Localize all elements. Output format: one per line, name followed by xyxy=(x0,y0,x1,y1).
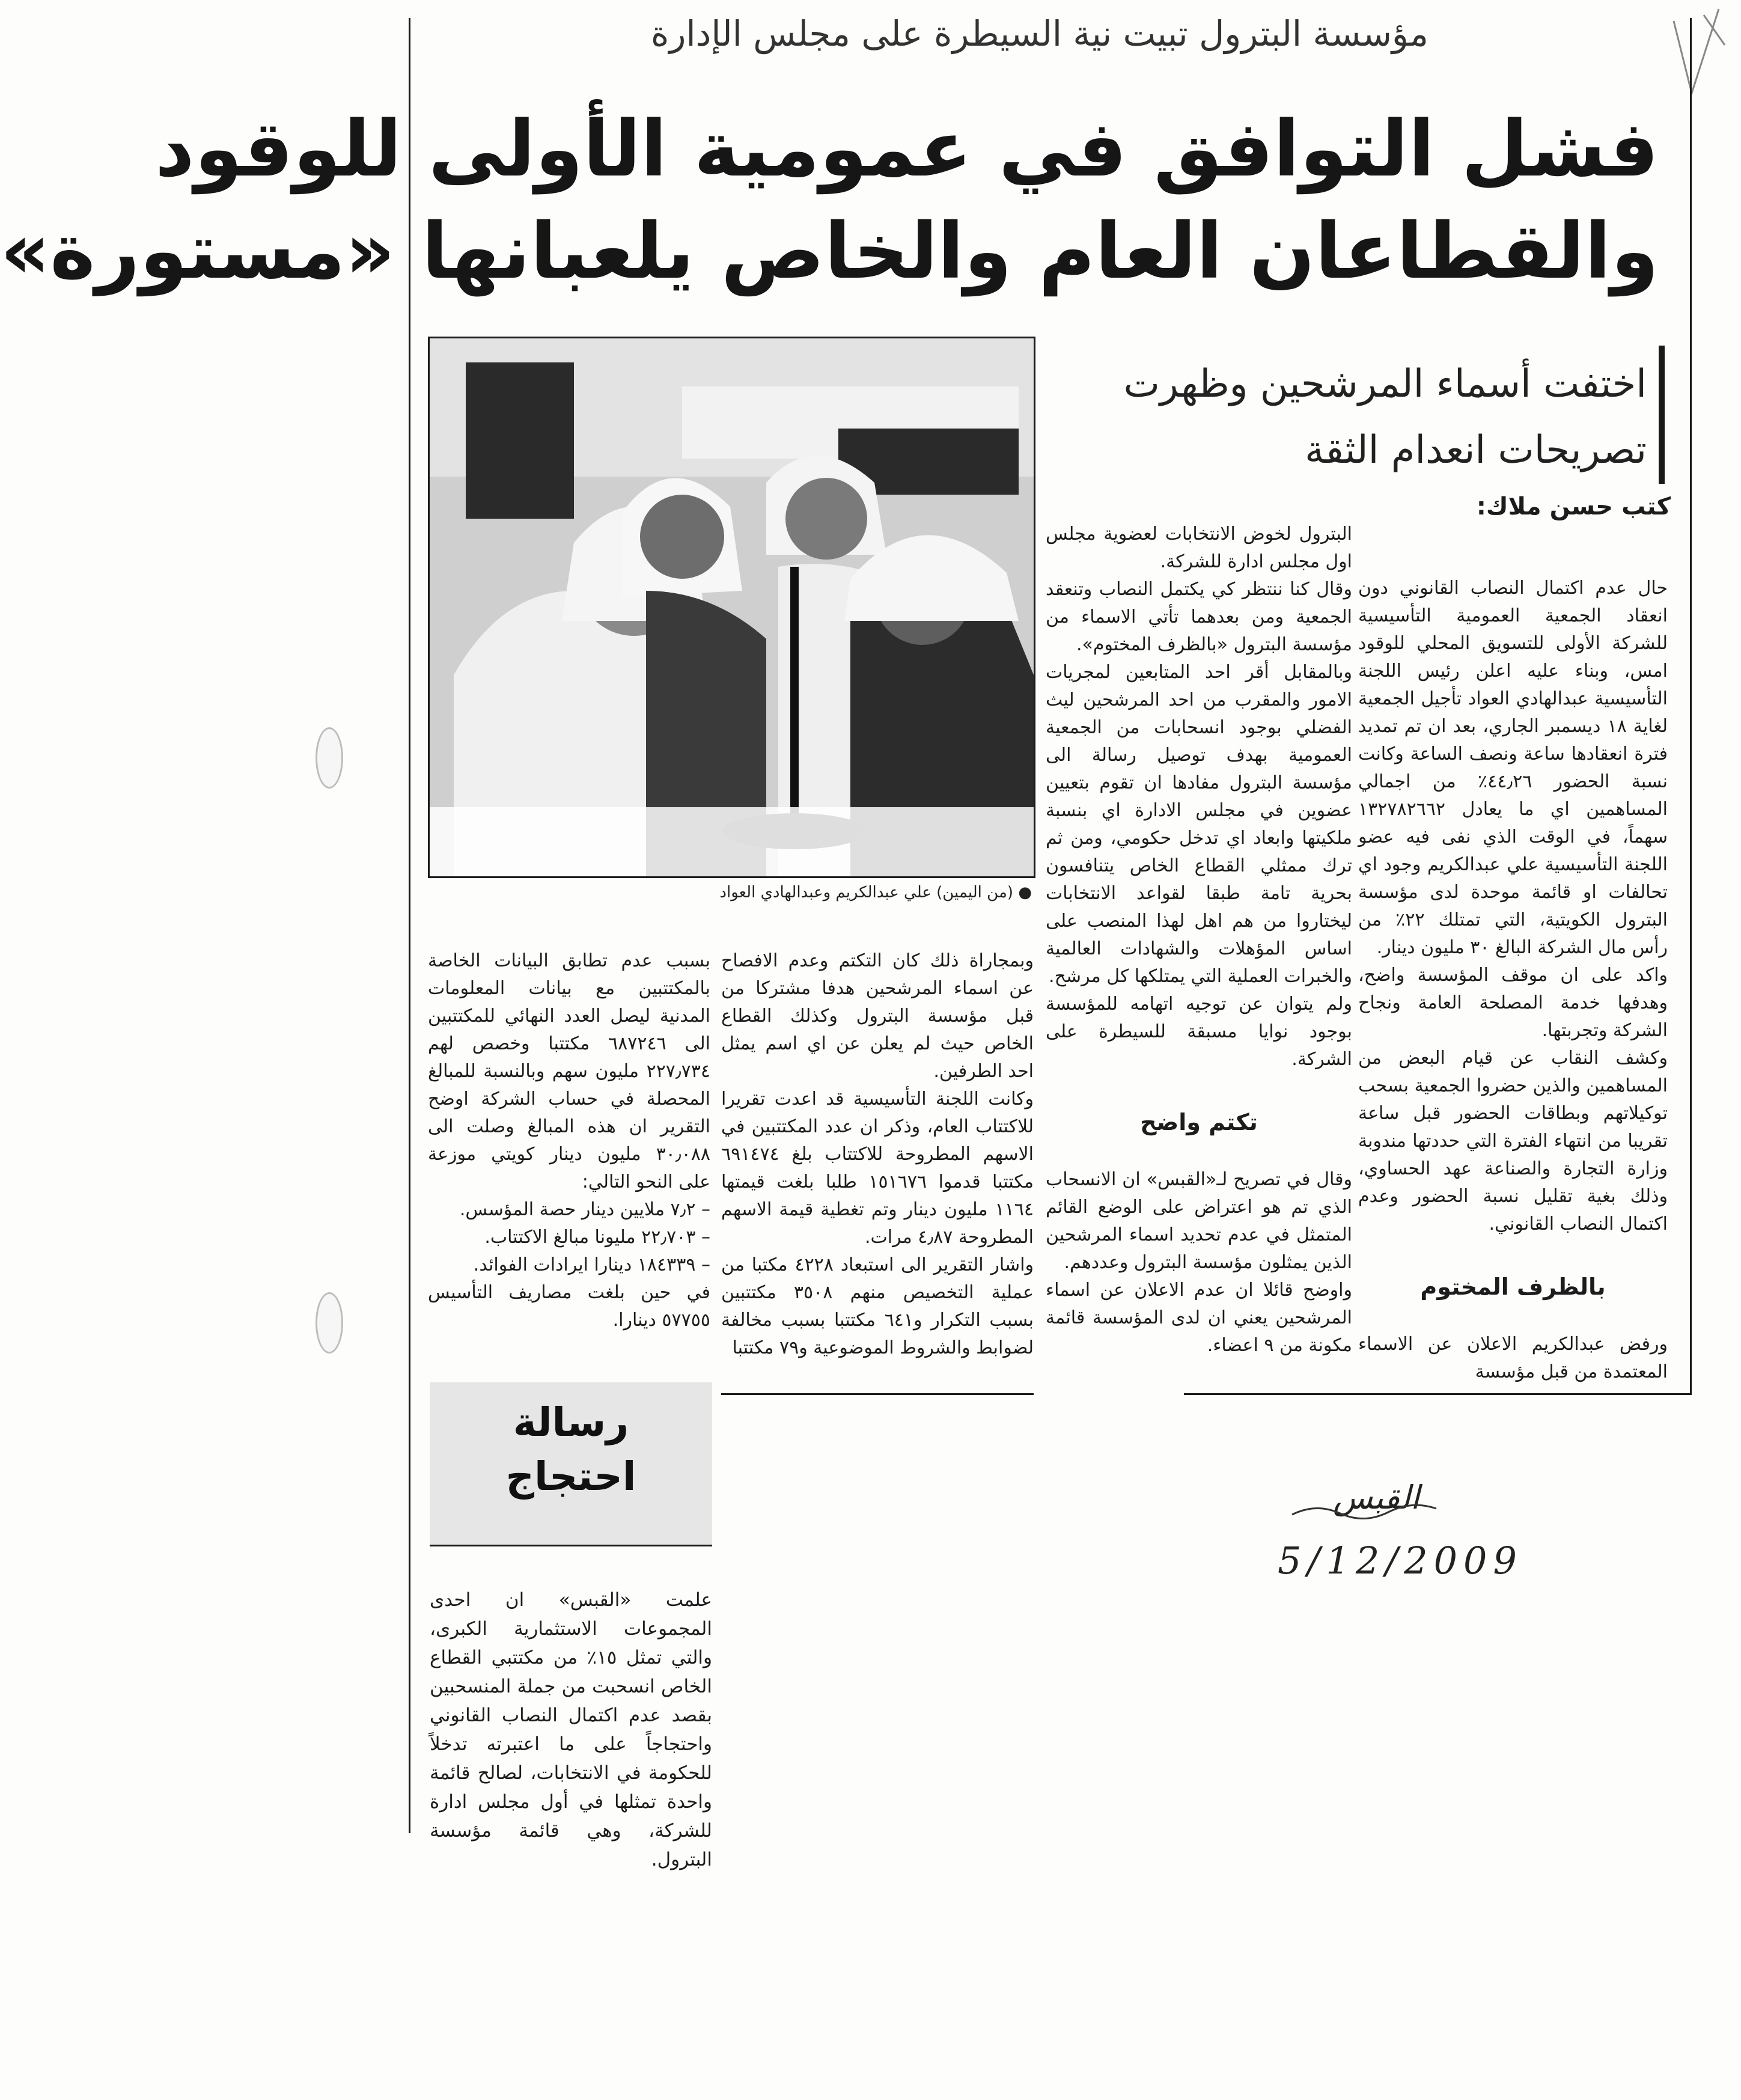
text-column-middle xyxy=(1046,493,1352,1388)
column-middle-body: البترول لخوض الانتخابات لعضوية مجلس اول مجلس ادارة للشركة. وقال كنا ننتظر كي يكتمل النصاب وتنعقد الجمعية ومن بعدهما تأتي الاسماء من مؤسسة البترول «بالظرف المختوم». وبالمقابل أقر احد المتابعين لمجريات الامور والمقرب من احد المرشحين ليث الفضلي بوجود انسحابات من الجمعية العمومية بهدف توصيل رسالة الى مؤسسة البترول مفادها ان تقوم بتعيين عضوين في مجلس الادارة اي بنسبة ملكيتها وابعاد اي تدخل حكومي، ومن ثم ترك ممثلي القطاع الخاص يتنافسون بحرية تامة طبقا لقواعد الانتخابات ليختاروا من هم اهل لهذا المنصب على اساس المؤهلات والشهادات العالمية والخبرات العملية التي يمتلكها كل مرشح. ولم يتوان عن توجيه اتهامه للمؤسسة بوجود نوايا مسبقة للسيطرة على الشركة. xyxy=(1046,523,1352,1070)
text-column-lower-middle xyxy=(721,920,1034,1388)
headline-line-2: والقطاعان العام والخاص يلعبانها «مستورة» xyxy=(0,207,1659,296)
subhead-clear-secrecy: تكتم واضح xyxy=(1140,1109,1258,1135)
headline-line-1: فشل التوافق في عمومية الأولى للوقود xyxy=(155,105,1659,194)
text-column-lower-left xyxy=(428,920,710,1382)
corner-fold-mark xyxy=(1668,3,1728,105)
deck-rule xyxy=(1659,346,1665,484)
deck-line-2: تصريحات انعدام الثقة xyxy=(1305,428,1647,472)
protest-box-title-1: رسالة xyxy=(513,1399,629,1445)
column-middle-tail: وقال في تصريح لـ«القبس» ان الانسحاب الذي تم هو اعتراض على الوضع القائم المتمثل في عدم تحديد اسماء المرشحين الذين يمثلون مؤسسة البترول وعددهم. واوضح قائلا ان عدم الاعلان عن اسماء المرشحين يعني ان لدى المؤسسة قائمة مكونة من ٩ اعضاء. xyxy=(1046,1169,1352,1356)
byline: كتب حسن ملاك: xyxy=(1476,493,1671,520)
lower-columns-bottom-rule xyxy=(721,1393,1034,1395)
kicker: مؤسسة البترول تبيت نية السيطرة على مجلس الإدارة xyxy=(651,13,1428,54)
column-lower-middle-body: وبمجاراة ذلك كان التكتم وعدم الافصاح عن اسماء المرشحين هدفا مشتركا من قبل مؤسسة البترول وكذلك القطاع الخاص حيث لم يعلن عن اي اسم يمثل احد الطرفين. وكانت اللجنة التأسيسية قد اعدت تقريرا للاكتتاب العام، وذكر ان عدد المكتتبين في الاسهم المطروحة للاكتتاب بلغ ٦٩١٤٧٤ مكتتبا قدموا ١٥١٦٧٦ طلبا بلغت قيمتها ١١٦٤ مليون دينار وتم تغطية قيمة الاسهم المطروحة ٤٫٨٧ مرات. واشار التقرير الى استبعاد ٤٢٢٨ مكتبا من عملية التخصيص منهم ٣٥٠٨ مكتتبين بسبب التكرار و٦٤١ مكتتبا بسبب مخالفة لضوابط والشروط الموضوعية و٧٩ مكتتبا xyxy=(721,950,1034,1358)
protest-box-body xyxy=(430,1557,713,1870)
protest-box-title-2: احتجاج xyxy=(505,1453,636,1500)
binder-hole-bottom xyxy=(316,1292,343,1354)
source-handwritten: القبس xyxy=(1333,1479,1419,1516)
caption-bullet-icon: ● xyxy=(1018,884,1032,902)
protest-box-text: علمت «القبس» ان احدى المجموعات الاستثمارية الكبرى، والتي تمثل ١٥٪ من مكتتبي القطاع الخاص انسحبت من جملة المنسحبين بقصد عدم اكتمال النصاب القانوني واحتجاجاً على ما اعتبرته تدخلاً للحكومة في الانتخابات، لصالح قائمة واحدة تمثلها في أول مجلس ادارة للشركة، وهي قائمة مؤسسة البترول. xyxy=(430,1589,713,1870)
deck-line-1: اختفت أسماء المرشحين وظهرت xyxy=(1123,362,1647,406)
binder-hole-top xyxy=(316,727,343,789)
photo-caption xyxy=(428,884,1032,902)
text-column-right xyxy=(1358,547,1668,1382)
date-underline-squiggle xyxy=(1292,1497,1436,1521)
article-photo xyxy=(428,337,1035,878)
clipping-border-right xyxy=(1690,18,1692,1394)
date-handwritten: 5/12/2009 xyxy=(1278,1539,1523,1583)
column-lower-left-body: بسبب عدم تطابق البيانات الخاصة بالمكتتبين مع بيانات المعلومات المدنية ليصل العدد النهائي للمكتتبين الى ٦٨٧٢٤٦ مكتتبا وخصص لهم ٢٢٧٫٧٣٤ مليون سهم وبالنسبة للمبالغ المحصلة في حساب الشركة اوضح التقرير ان هذه المبالغ وصلت الى ٣٠٫٠٨٨ مليون دينار كويتي موزعة على النحو التالي: – ٧٫٢ ملايين دينار حصة المؤسس. – ٢٢٫٧٠٣ مليونا مبالغ الاكتتاب. – ١٨٤٣٣٩ دينارا ايرادات الفوائد. في حين بلغت مصاريف التأسيس ٥٧٧٥٥ دينارا. xyxy=(428,950,710,1331)
column-right-body: حال عدم اكتمال النصاب القانوني دون انعقاد الجمعية العمومية التأسيسية للشركة الأولى للتسويق المحلي للوقود امس، وبناء عليه اعلن رئيس اللجنة التأسيسية عبدالهادي العواد تأجيل الجمعية لغاية ١٨ ديسمبر الجاري، بعد ان تم تمديد فترة انعقادها ساعة ونصف الساعة وكانت نسبة الحضور ٤٤٫٢٦٪ من اجمالي المساهمين اي ما يعادل ١٣٢٧٨٢٦٦٢ سهماً، في الوقت الذي نفى فيه عضو اللجنة التأسيسية علي عبدالكريم وجود اي تحالفات او قائمة موحدة لدى مؤسسة البترول الكويتية، التي تمتلك ٢٢٪ من رأس مال الشركة البالغ ٣٠ مليون دينار. واكد على ان موقف المؤسسة واضح، وهدفها خدمة المصلحة العامة ونجاح الشركة وتجربتها. وكشف النقاب عن قيام البعض من المساهمين والذين حضروا الجمعية بسحب توكيلاتهم وبطاقات الحضور قبل ساعة تقريبا من انتهاء الفترة التي حددتها مندوبة وزارة التجارة والصناعة عهد الحساوي، وذلك بغية تقليل نسبة الحضور وعدم اكتمال النصاب القانوني. xyxy=(1358,578,1668,1235)
column-right-tail: ورفض عبدالكريم الاعلان عن الاسماء المعتمدة من قبل مؤسسة xyxy=(1358,1334,1668,1382)
subhead-sealed-envelope: بالظرف المختوم xyxy=(1420,1274,1606,1300)
protest-box-header xyxy=(430,1382,712,1546)
caption-text: (من اليمين) علي عبدالكريم وعبدالهادي العواد xyxy=(719,884,1014,902)
